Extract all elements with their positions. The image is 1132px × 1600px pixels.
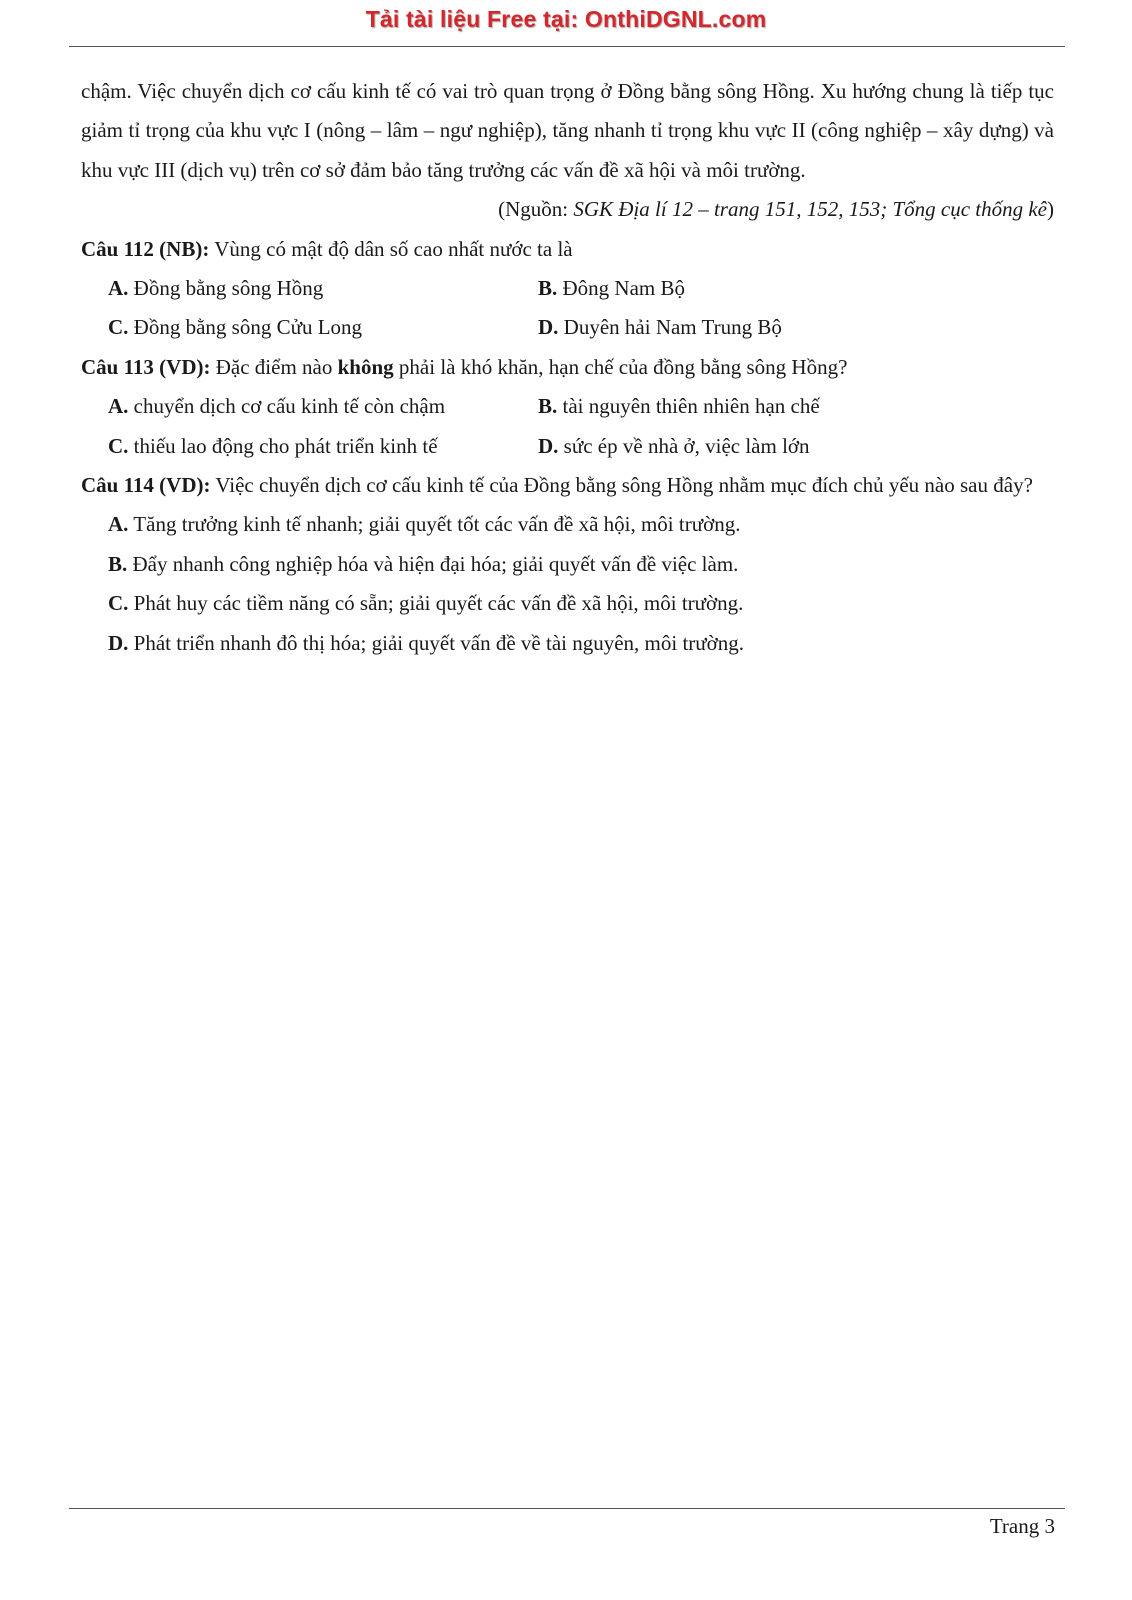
option-a[interactable]: [81, 505, 1054, 544]
option-text: sức ép về nhà ở, việc làm lớn: [558, 433, 810, 458]
option-text: Phát triển nhanh đô thị hóa; giải quyết vấn đề về tài nguyên, môi trường.: [128, 630, 745, 655]
site-banner: Tải tài liệu Free tại: OnthiDGNL.com: [365, 6, 767, 32]
option-letter: C.: [108, 315, 129, 340]
question-113: [81, 348, 1054, 387]
option-letter: C.: [108, 591, 129, 616]
page-number: Trang 3: [989, 1514, 1055, 1538]
source-title: SGK Địa lí 12 – trang 151, 152, 153; Tổng cục thống kê: [573, 197, 1047, 222]
option-text: Tăng trưởng kinh tế nhanh; giải quyết tốt các vấn đề xã hội, môi trường.: [128, 512, 741, 537]
option-c[interactable]: [108, 427, 538, 466]
question-112: [81, 230, 1054, 269]
question-label: Câu 112 (NB):: [81, 236, 210, 261]
question-stem-emphasis: không: [337, 354, 394, 379]
question-114: [81, 466, 1054, 505]
option-letter: D.: [108, 630, 129, 655]
option-text: Đông Nam Bộ: [557, 276, 686, 301]
question-stem-after: phải là khó khăn, hạn chế của đồng bằng sông Hồng?: [393, 354, 848, 379]
option-text: thiếu lao động cho phát triển kinh tế: [128, 433, 438, 458]
page-content: [81, 72, 1054, 663]
option-c[interactable]: [81, 584, 1054, 623]
header-divider: [69, 46, 1065, 47]
option-a[interactable]: [108, 269, 538, 308]
option-letter: B.: [538, 276, 558, 301]
option-letter: B.: [538, 394, 558, 419]
question-113-options: [81, 387, 1054, 466]
option-text: Duyên hải Nam Trung Bộ: [558, 315, 782, 340]
option-a[interactable]: [108, 387, 538, 426]
question-stem: Vùng có mật độ dân số cao nhất nước ta là: [209, 236, 573, 261]
question-label: Câu 114 (VD):: [81, 473, 211, 498]
option-text: chuyển dịch cơ cấu kinh tế còn chậm: [128, 394, 446, 419]
option-d[interactable]: [538, 308, 968, 347]
option-b[interactable]: [81, 545, 1054, 584]
option-letter: D.: [538, 433, 559, 458]
option-letter: A.: [108, 512, 129, 537]
option-letter: A.: [108, 276, 129, 301]
option-text: Đẩy nhanh công nghiệp hóa và hiện đại hóa; giải quyết vấn đề việc làm.: [127, 551, 739, 576]
option-letter: B.: [108, 551, 128, 576]
question-112-options: [81, 269, 1054, 348]
question-stem-before: Đặc điểm nào: [210, 354, 338, 379]
option-letter: C.: [108, 433, 129, 458]
option-text: Đồng bằng sông Hồng: [128, 276, 324, 301]
option-text: Phát huy các tiềm năng có sẵn; giải quyết các vấn đề xã hội, môi trường.: [128, 591, 744, 616]
option-letter: D.: [538, 315, 559, 340]
passage-text: chậm. Việc chuyển dịch cơ cấu kinh tế có vai trò quan trọng ở Đồng bằng sông Hồng. Xu hướng chung là tiếp tục giảm tỉ trọng của khu vực I (nông – lâm – ngư nghiệp), tăng nhanh tỉ trọng khu vực II (công nghiệp – xây dựng) và khu vực III (dịch vụ) trên cơ sở đảm bảo tăng trưởng các vấn đề xã hội và môi trường.: [81, 79, 1054, 182]
question-label: Câu 113 (VD):: [81, 354, 211, 379]
question-stem: Việc chuyển dịch cơ cấu kinh tế của Đồng bằng sông Hồng nhằm mục đích chủ yếu nào sau đây?: [210, 473, 1033, 498]
option-d[interactable]: [81, 624, 1054, 663]
footer-divider: [69, 1508, 1065, 1509]
option-text: Đồng bằng sông Cửu Long: [128, 315, 363, 340]
option-d[interactable]: [538, 427, 968, 466]
source-prefix: (Nguồn:: [498, 197, 574, 222]
option-b[interactable]: [538, 387, 968, 426]
passage-source: [81, 190, 1054, 229]
option-text: tài nguyên thiên nhiên hạn chế: [557, 394, 820, 419]
option-letter: A.: [108, 394, 129, 419]
option-b[interactable]: [538, 269, 968, 308]
option-c[interactable]: [108, 308, 538, 347]
source-suffix: ): [1047, 197, 1054, 222]
